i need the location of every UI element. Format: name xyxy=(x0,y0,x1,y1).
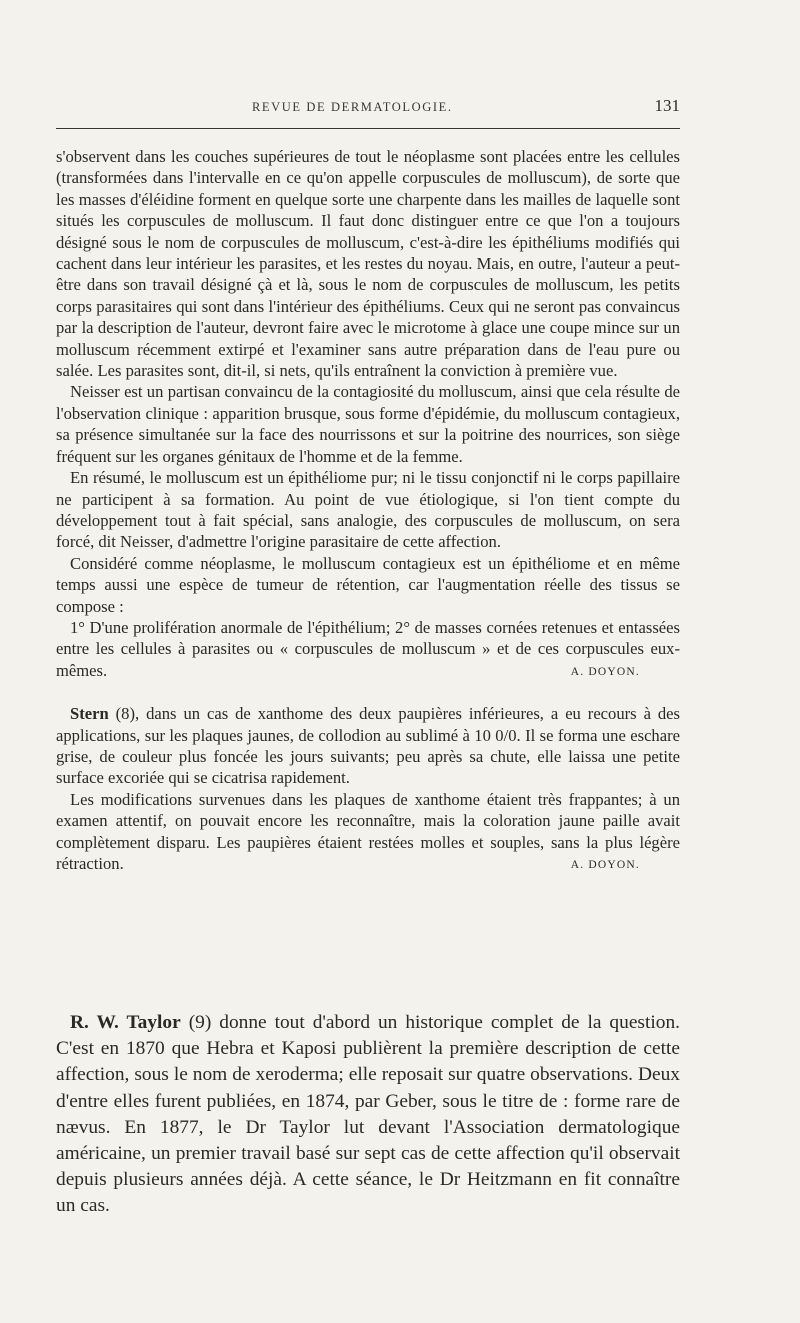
author-name: R. W. Taylor xyxy=(70,1012,181,1033)
running-head: REVUE DE DERMATOLOGIE. xyxy=(252,100,453,114)
paragraph xyxy=(56,1010,680,1220)
large-type-section xyxy=(56,1010,680,1220)
paragraph: s'observent dans les couches supérieures de tout le néoplasme sont placées entre les cellules (transformées dans l'intervalle en ce qu'on appelle corpuscules de molluscum), de sorte que les masses d'éléidine forment en quelque sorte une charpente dans les mailles de laquelle sont situés les corpuscules de molluscum. Il faut donc distinguer entre ce que l'on a toujours désigné sous le nom de corpuscules de molluscum, c'est-à-dire les épithéliums modifiés qui cachent dans leur intérieur les parasites, et les restes du noyau. Mais, en outre, l'auteur a peut-être dans son travail désigné çà et là, sous le nom de corpuscules de molluscum, les petits corps parasitaires qui sont dans l'intérieur des épithéliums. Ceux qui ne seront pas convaincus par la description de l'auteur, devront faire avec le microtome à glace une coupe mince sur un molluscum récemment extirpé et l'examiner sans autre préparation dans de l'eau pure ou salée. Les parasites sont, dit-il, si nets, qu'ils entraînent la conviction à première vue. xyxy=(56,147,680,381)
section-gap xyxy=(56,681,680,703)
page-header xyxy=(56,92,680,128)
paragraph-text: (8), dans un cas de xanthome des deux paupières inférieures, a eu recours à des applications, sur les plaques jaunes, de collodion au sublimé à 10 0/0. Il se forma une eschare grise, de couleur plus foncée les jours suivants; peu après sa chute, elle laissa une petite surface excoriée qui se cicatrisa rapidement. xyxy=(56,704,680,788)
signature: A. DOYON. xyxy=(570,665,640,678)
paragraph: Neisser est un partisan convaincu de la contagiosité du molluscum, ainsi que cela résulte de l'observation clinique : apparition brusque, sous forme d'épidémie, du molluscum contagieux, sa présence simultanée sur la face des nourrissons et sur la poitrine des nourrices, son siège fréquent sur les organes génitaux de l'homme et de la femme. xyxy=(56,382,680,466)
page-number: 131 xyxy=(654,96,680,115)
author-name: Stern xyxy=(70,704,109,724)
paragraph: En résumé, le molluscum est un épithéliome pur; ni le tissu conjonctif ni le corps papillaire ne participent à sa formation. Au point de vue étiologique, si l'on tient compte du développement tout à fait spécial, sans analogie, des corpuscules de molluscum, on sera forcé, dit Neisser, d'admettre l'origine parasitaire de cette affection. xyxy=(56,468,680,552)
paragraph xyxy=(56,617,680,681)
paragraph xyxy=(56,703,680,789)
header-rule xyxy=(56,128,680,129)
paragraph-text: Les modifications survenues dans les plaques de xanthome étaient très frappantes; à un examen attentif, on pouvait encore les reconnaître, mais la coloration jaune paille avait complètement disparu. Les paupières étaient restées molles et souples, sans la plus légère rétraction. xyxy=(56,789,680,873)
paragraph-text: 1° D'une prolifération anormale de l'épithélium; 2° de masses cornées retenues et entassées entre les cellules à parasites ou « corpuscules de molluscum » et de ces corpuscules eux-mêmes. xyxy=(56,617,680,680)
paragraph-text: (9) donne tout d'abord un historique complet de la question. C'est en 1870 que Hebra et Kaposi publièrent la première description de cette affection, sous le nom de xeroderma; elle reposait sur quatre observations. Deux d'entre elles furent publiées, en 1874, par Geber, sous le titre de : forme rare de nævus. En 1877, le Dr Taylor lut devant l'Association dermatologique américaine, un premier travail basé sur sept cas de cette affection qu'il observait depuis plusieurs années déjà. A cette séance, le Dr Heitzmann en fit connaître un cas. xyxy=(56,1012,680,1217)
paragraph: Considéré comme néoplasme, le molluscum contagieux est un épithéliome et en même temps aussi une espèce de tumeur de rétention, car l'augmentation réelle des tissus se compose : xyxy=(56,553,680,616)
body-text xyxy=(56,146,680,876)
signature: A. DOYON. xyxy=(570,859,640,871)
paragraph xyxy=(56,789,680,875)
